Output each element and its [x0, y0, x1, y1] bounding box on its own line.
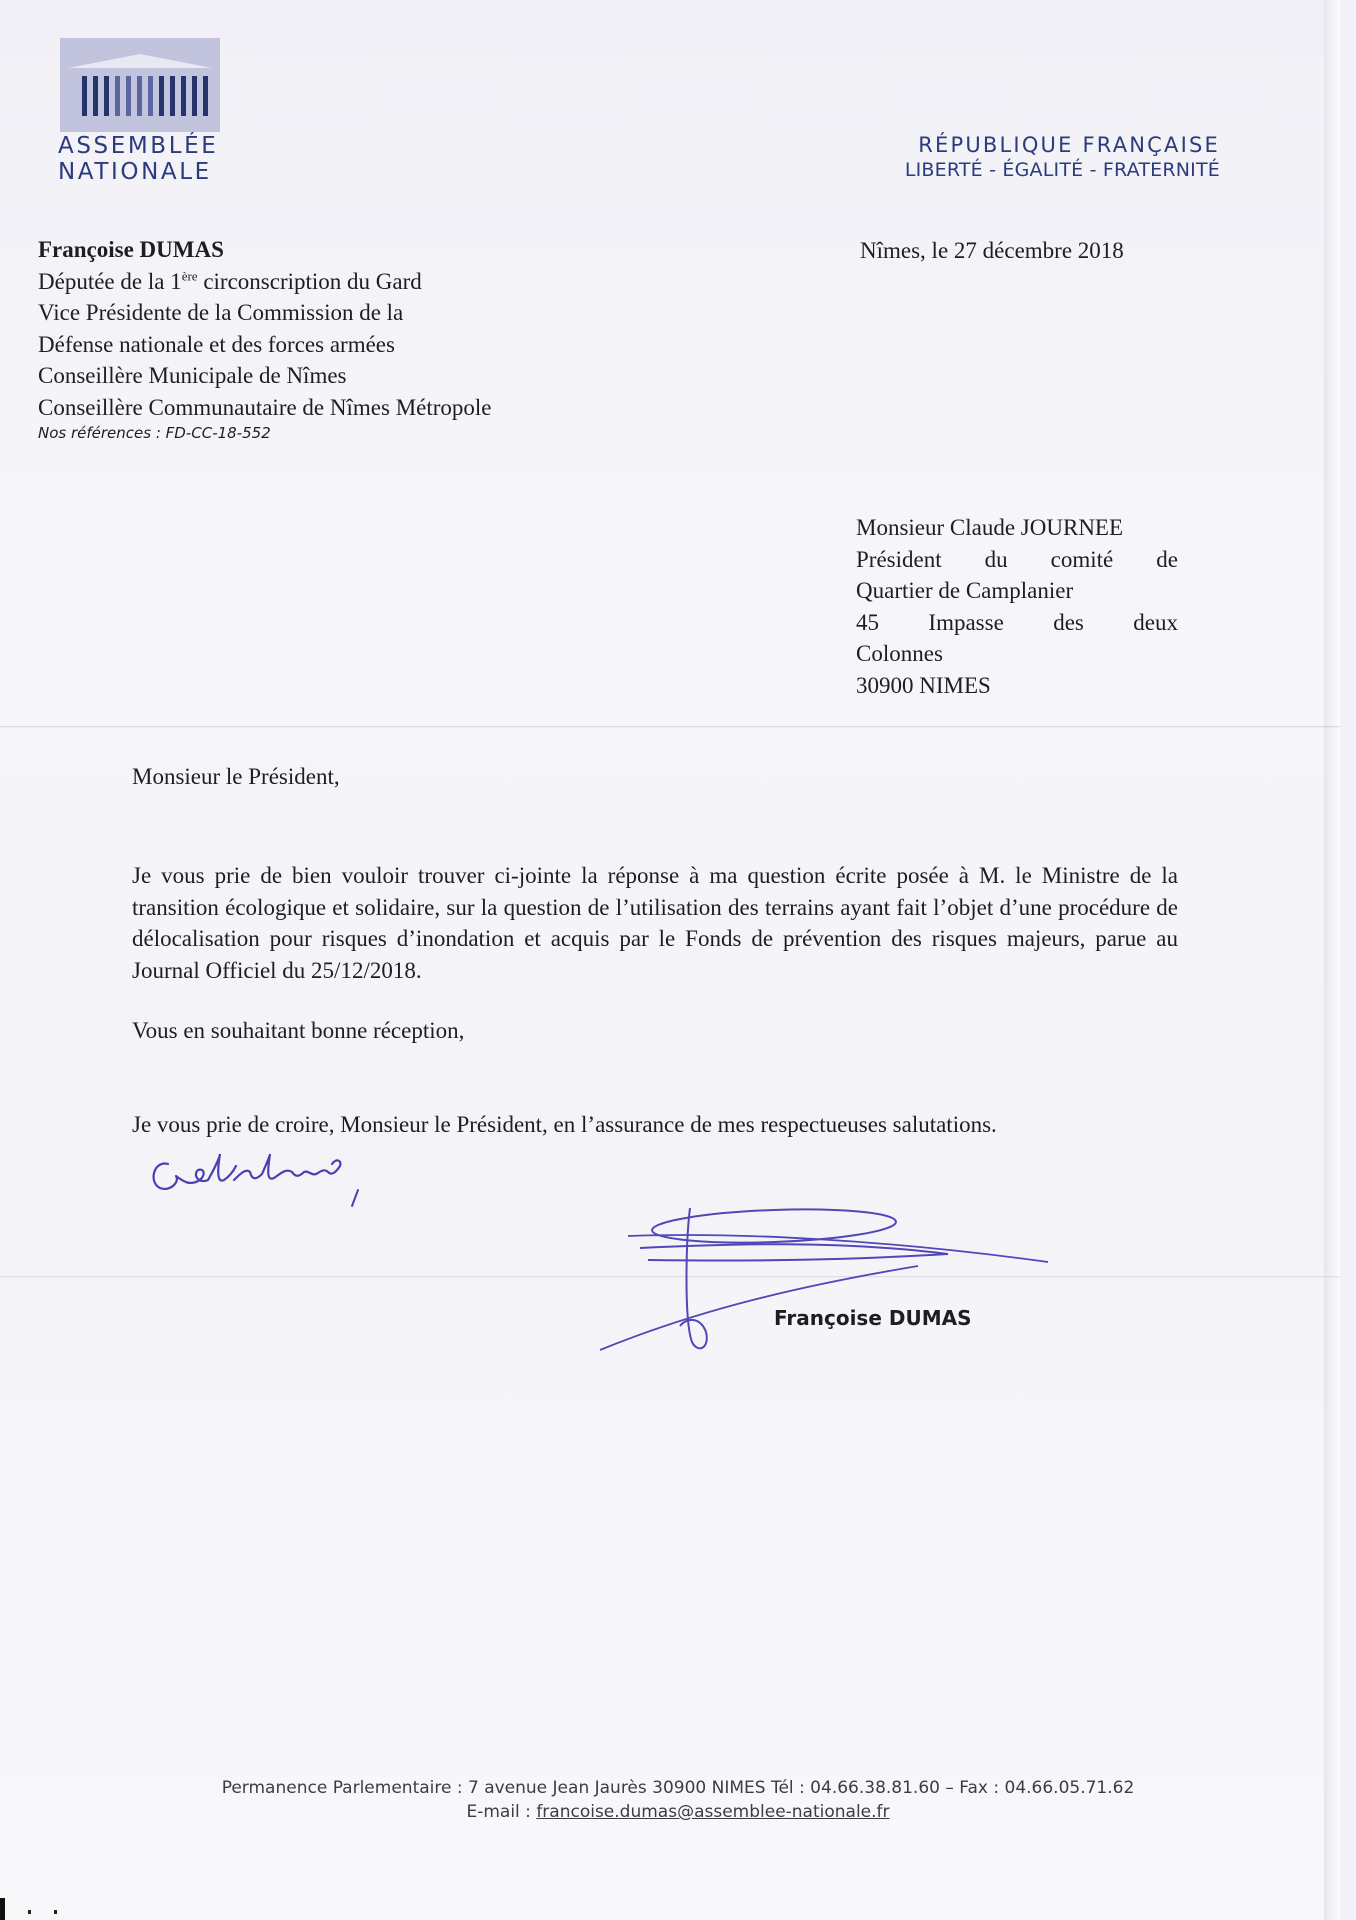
- sender-title-line: Défense nationale et des forces armées: [38, 331, 395, 357]
- sender-title-line: Conseillère Municipale de Nîmes: [38, 363, 347, 388]
- assemblee-nationale-logo: [58, 38, 222, 184]
- republic-header: [905, 132, 1220, 182]
- sender-name: Françoise DUMAS: [38, 237, 224, 262]
- letter-closing: Je vous prie de croire, Monsieur le Président, en l’assurance de mes respectueuses salutations.: [132, 1112, 997, 1137]
- signer-name: Françoise DUMAS: [774, 1306, 972, 1330]
- letter-reception: Vous en souhaitant bonne réception,: [132, 1018, 465, 1043]
- sender-block: [38, 234, 492, 443]
- footer-address: Permanence Parlementaire : 7 avenue Jean Jaurès 30900 NIMES Tél : 04.66.38.81.60 – Fax : 04.66.05.71.62: [221, 1778, 1135, 1798]
- footer-email-line: E-mail : francoise.dumas@assemblee-nationale.fr: [466, 1802, 890, 1822]
- scan-artifact: [0, 1898, 80, 1920]
- logo-line1: ASSEMBLÉE: [58, 133, 219, 159]
- sender-title-line: Conseillère Communautaire de Nîmes Métropole: [38, 394, 492, 420]
- logo-line2: NATIONALE: [58, 159, 212, 185]
- recipient-line: Colonnes: [856, 641, 943, 666]
- recipient-line: Président du comité de: [856, 546, 1178, 572]
- paper-fold: [0, 726, 1340, 728]
- recipient-line: 45 Impasse des deux: [856, 609, 1178, 635]
- footer: [0, 1776, 1356, 1824]
- sender-title-line: Vice Présidente de la Commission de la: [38, 300, 404, 325]
- letter-body: Je vous prie de bien vouloir trouver ci-jointe la réponse à ma question écrite posée à M. le Ministre de la transition écologique et solidaire, sur la question de l’utilisation des terrains ayant fait l’objet d’une procédure de délocalisation pour risques d’inondation et acquis par le Fonds de prévention des risques majeurs, parue au Journal Officiel du 25/12/2018.: [132, 863, 1178, 983]
- hemicycle-icon: [60, 38, 220, 132]
- recipient-block: [856, 512, 1178, 701]
- recipient-name: Monsieur Claude JOURNEE: [856, 515, 1124, 540]
- republic-title: RÉPUBLIQUE FRANÇAISE: [918, 133, 1220, 157]
- salutation: Monsieur le Président,: [132, 764, 340, 789]
- footer-email-link[interactable]: francoise.dumas@assemblee-nationale.fr: [536, 1802, 890, 1822]
- republic-motto: LIBERTÉ - ÉGALITÉ - FRATERNITÉ: [904, 159, 1220, 181]
- page-edge: [1324, 0, 1340, 1920]
- sender-title-line: Députée de la 1ère circonscription du Gard: [38, 267, 422, 294]
- handwritten-cordialement: [146, 1146, 386, 1216]
- recipient-line: 30900 NIMES: [856, 672, 991, 698]
- letter-date: Nîmes, le 27 décembre 2018: [860, 238, 1124, 263]
- signature: [588, 1200, 1068, 1370]
- sender-reference: Nos références : FD-CC-18-552: [38, 424, 271, 442]
- recipient-line: Quartier de Camplanier: [856, 578, 1074, 603]
